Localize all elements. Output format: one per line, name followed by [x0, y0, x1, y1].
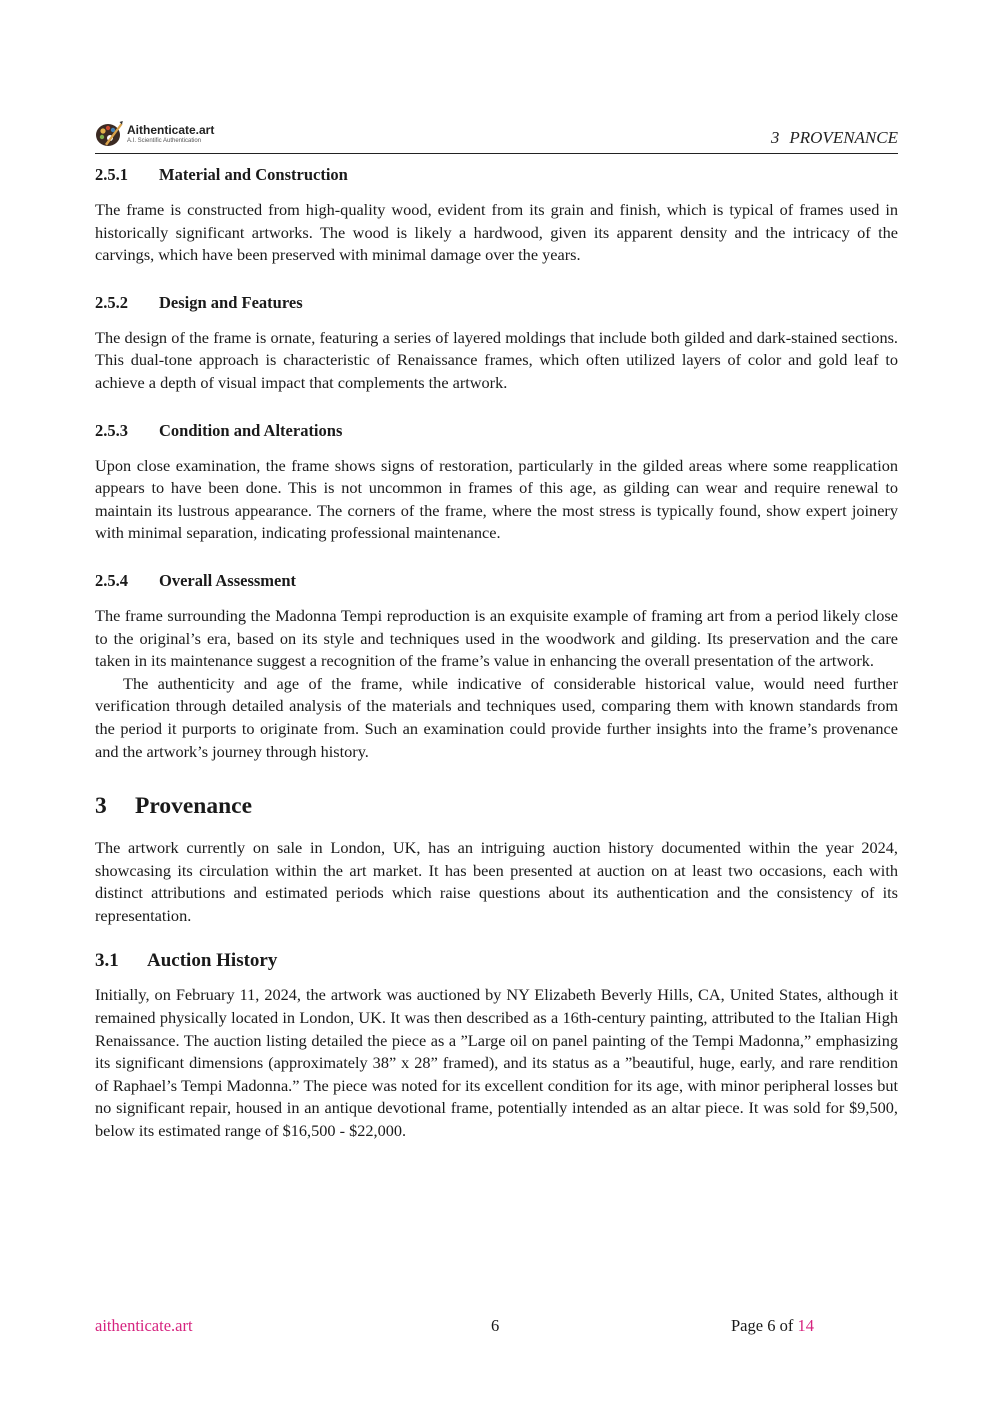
heading-number: 3.1 — [95, 950, 119, 972]
footer-page-count — [731, 1316, 814, 1336]
subsubsection-heading-2-5-1 — [95, 164, 898, 186]
heading-title: Material and Construction — [159, 165, 348, 184]
paragraph: The design of the frame is ornate, featuring a series of layered moldings that include both gilded and dark-stained sections. This dual-tone approach is characteristic of Renaissance frames, which often utilized layers of color and gold leaf to achieve a depth of visual impact that complements the artwork. — [95, 327, 898, 392]
palette-brush-icon — [95, 120, 123, 148]
paragraph: Initially, on February 11, 2024, the artwork was auctioned by NY Elizabeth Beverly Hills, CA, United States, although it remained physically located in London, UK. It was then described as a 16th-century painting, attributed to the Italian High Renaissance. The auction listing detailed the piece as a ”Large oil on panel painting of the Tempi Madonna,” emphasizing its significant dimensions (approximately 38” x 28” framed), and its status as a ”beautiful, huge, early, and rare rendition of Raphael’s Tempi Madonna.” The piece was noted for its excellent condition for its age, with minor peripheral losses but no significant repair, housed in an antique devotional frame, potentially intended as an altar piece. It was sold for $9,500, below its estimated range of $16,500 - $22,000. — [95, 985, 898, 1141]
paragraph: The frame is constructed from high-quality wood, evident from its grain and finish, which is typical of frames used in historically significant artworks. The wood is likely a hardwood, given its apparent density and the intricacy of the carvings, which have been preserved with minimal damage over the years. — [95, 200, 898, 265]
paragraph: Upon close examination, the frame shows signs of restoration, particularly in the gilded areas where some reapplication appears to have been done. This is not uncommon in frames of this age, as gilding can wear and require renewal to maintain its lustrous appearance. The corners of the frame, where the most stress is typically found, show expert joinery with minimal separation, indicating professional maintenance. — [95, 455, 898, 543]
heading-number: 3 — [95, 793, 107, 820]
logo — [95, 120, 214, 148]
running-header — [771, 128, 898, 148]
heading-number: 2.5.3 — [95, 420, 128, 440]
heading-number: 2.5.4 — [95, 570, 128, 590]
running-header-number: 3 — [770, 128, 780, 147]
running-header-title: PROVENANCE — [789, 128, 898, 147]
paragraph: The frame surrounding the Madonna Tempi reproduction is an exquisite example of framing art from a period likely close to the original’s era, based on its style and techniques used in the woodwork and gilding. Its preservation and the care taken in its maintenance suggest a recognition of the frame’s value in enhancing the overall presentation of the artwork. — [95, 605, 898, 671]
logo-name: Aithenticate.art — [127, 123, 215, 137]
heading-number: 2.5.2 — [95, 292, 128, 312]
footer-page-number: 6 — [491, 1316, 500, 1335]
subsection-heading-3-1 — [95, 949, 898, 973]
heading-title: Design and Features — [159, 292, 303, 312]
footer-total-pages-link[interactable]: 14 — [797, 1316, 814, 1335]
heading-title: Auction History — [147, 950, 278, 972]
heading-number: 2.5.1 — [95, 165, 128, 184]
page-body — [95, 164, 898, 1143]
page-header — [95, 116, 898, 154]
subsubsection-heading-2-5-3 — [95, 420, 898, 442]
section-heading-3 — [95, 792, 898, 820]
footer-site-link[interactable]: aithenticate.art — [95, 1316, 193, 1335]
heading-title: Provenance — [135, 793, 253, 820]
footer-page-prefix: Page 6 of — [731, 1316, 794, 1335]
logo-tagline: A.I. Scientific Authentication — [127, 138, 202, 144]
paragraph: The artwork currently on sale in London, UK, has an intriguing auction history documented within the year 2024, showcasing its circulation within the art market. It has been presented at auction on at least two occasions, each with distinct attributions and estimated periods which raise questions about its authentication and the consistency of its representation. — [95, 838, 898, 925]
subsubsection-heading-2-5-4 — [95, 570, 898, 592]
heading-title: Overall Assessment — [159, 570, 297, 590]
subsubsection-heading-2-5-2 — [95, 292, 898, 314]
heading-title: Condition and Alterations — [159, 420, 343, 440]
paragraph: The authenticity and age of the frame, while indicative of considerable historical value, would need further verification through detailed analysis of the materials and techniques used, comparing them with known standards from the period it purports to originate from. Such an examination could provide further insights into the frame’s provenance and the artwork’s journey through history. — [95, 673, 898, 761]
